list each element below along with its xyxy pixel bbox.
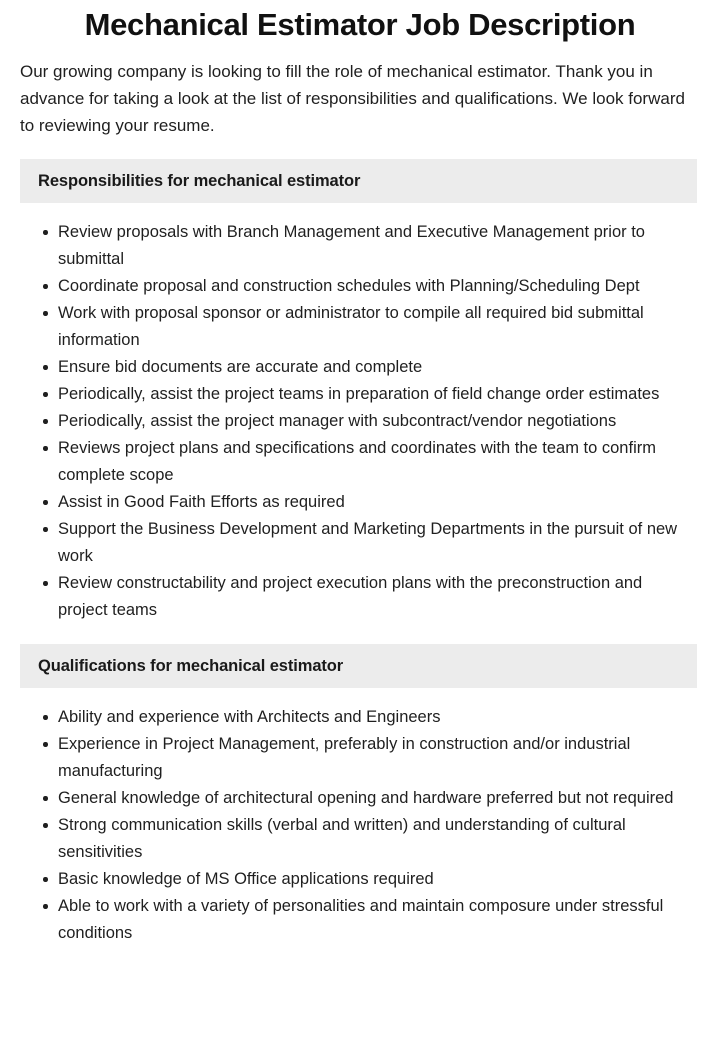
section-responsibilities	[0, 159, 720, 624]
list-item: Coordinate proposal and construction schedules with Planning/Scheduling Dept	[0, 273, 696, 300]
section-qualifications	[0, 644, 720, 947]
list-item: Work with proposal sponsor or administrator to compile all required bid submittal information	[0, 300, 696, 354]
list-item: Periodically, assist the project manager with subcontract/vendor negotiations	[0, 408, 696, 435]
list-item: General knowledge of architectural opening and hardware preferred but not required	[0, 785, 696, 812]
list-item: Review constructability and project execution plans with the preconstruction and project teams	[0, 570, 696, 624]
responsibilities-list	[0, 203, 720, 624]
list-item: Experience in Project Management, preferably in construction and/or industrial manufacturing	[0, 731, 696, 785]
list-item: Reviews project plans and specifications and coordinates with the team to confirm complete scope	[0, 435, 696, 489]
section-heading-label: Qualifications for mechanical estimator	[38, 656, 344, 675]
list-item: Assist in Good Faith Efforts as required	[0, 489, 696, 516]
page-title: Mechanical Estimator Job Description	[84, 7, 636, 42]
list-item: Basic knowledge of MS Office applications required	[0, 866, 696, 893]
list-item: Strong communication skills (verbal and written) and understanding of cultural sensitivities	[0, 812, 696, 866]
section-header-responsibilities	[20, 159, 697, 203]
list-item: Able to work with a variety of personalities and maintain composure under stressful conditions	[0, 893, 696, 947]
list-item: Ability and experience with Architects and Engineers	[0, 704, 696, 731]
intro-paragraph: Our growing company is looking to fill the role of mechanical estimator. Thank you in advance for taking a look at the list of responsibilities and qualifications. We look forward to reviewing your resume.	[20, 62, 685, 135]
section-heading-label: Responsibilities for mechanical estimator	[38, 171, 361, 190]
list-item: Support the Business Development and Marketing Departments in the pursuit of new work	[0, 516, 696, 570]
list-item: Review proposals with Branch Management and Executive Management prior to submittal	[0, 219, 696, 273]
list-item: Periodically, assist the project teams in preparation of field change order estimates	[0, 381, 696, 408]
section-header-qualifications	[20, 644, 697, 688]
qualifications-list	[0, 688, 720, 947]
list-item: Ensure bid documents are accurate and complete	[0, 354, 696, 381]
